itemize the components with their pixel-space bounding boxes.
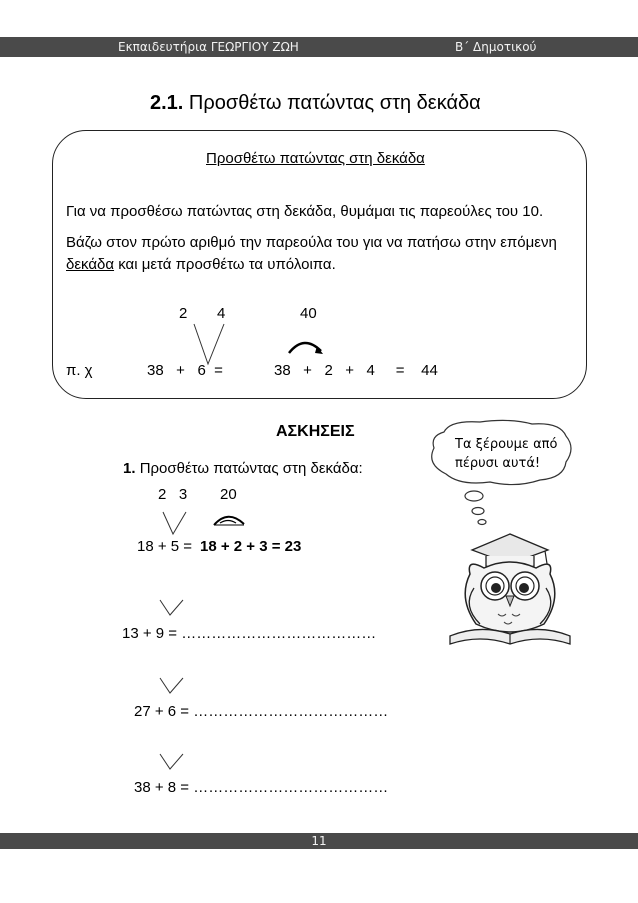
split-lines-icon [158, 598, 186, 618]
section-title: Προσθέτω πατώντας στη δεκάδα [188, 92, 481, 114]
example-answer: 18 + 2 + 3 = 23 [200, 538, 302, 555]
grade-label: Β΄ Δημοτικού [455, 40, 537, 54]
owl-icon [440, 528, 580, 648]
split-lines-icon [158, 752, 186, 772]
page-number: 11 [311, 834, 327, 848]
box-text-line-1: Για να προσθέσω πατώντας στη δεκάδα, θυμάμαι τις παρεούλες του 10. [66, 203, 544, 220]
split-lines-icon [160, 509, 190, 537]
split-lines-icon [158, 676, 186, 696]
box-split-right: 4 [217, 305, 226, 322]
box-text-line-3 [66, 256, 336, 273]
exercise-row [134, 703, 388, 720]
exercise-row [134, 779, 388, 796]
header-bar [0, 37, 638, 57]
bubble-line-2: πέρυσι αυτά! [455, 456, 541, 471]
page-title [150, 92, 481, 115]
exercise-expression: 38 + 8 = [134, 779, 190, 796]
school-name: Εκπαιδευτήρια ΓΕΩΡΓΙΟΥ ΖΩΗ [118, 40, 299, 54]
example-expression: 18 + 5 = [137, 538, 193, 555]
bubble-line-1: Τα ξέρουμε από [455, 437, 558, 452]
exercises-heading: ΑΣΚΗΣΕΙΣ [276, 423, 355, 440]
box-heading: Προσθέτω πατώντας στη δεκάδα [206, 150, 425, 167]
box-text-line-2: Βάζω στον πρώτο αριθμό την παρεούλα του για να πατήσω στην επόμενη [66, 234, 557, 251]
jump-arrow-icon [210, 512, 250, 528]
jump-arrow-icon [286, 338, 326, 356]
thought-bubble-icon [420, 418, 580, 530]
example-prefix: π. χ [66, 362, 93, 379]
task-number: 1. [123, 460, 136, 477]
box-split-left: 2 [179, 305, 188, 322]
line-3-rest: και μετά προσθέτω τα υπόλοιπα. [114, 256, 336, 273]
answer-blank[interactable]: ………………………………… [181, 625, 377, 642]
answer-blank[interactable]: ………………………………… [193, 703, 389, 720]
exercise-step-value: 20 [220, 486, 237, 503]
box-solution: 38 + 2 + 4 = 44 [274, 362, 438, 379]
exercise-expression: 27 + 6 = [134, 703, 190, 720]
box-expression: 38 + 6 = [147, 362, 223, 379]
section-number: 2.1. [150, 92, 184, 114]
exercise-expression: 13 + 9 = [122, 625, 178, 642]
exercise-split: 2 3 [158, 486, 188, 503]
exercise-row [122, 625, 376, 642]
answer-blank[interactable]: ………………………………… [193, 779, 389, 796]
underlined-word: δεκάδα [66, 256, 115, 273]
box-step-value: 40 [300, 305, 317, 322]
task-text: Προσθέτω πατώντας στη δεκάδα: [139, 460, 363, 477]
task-instruction [123, 460, 363, 477]
footer-bar [0, 833, 638, 849]
